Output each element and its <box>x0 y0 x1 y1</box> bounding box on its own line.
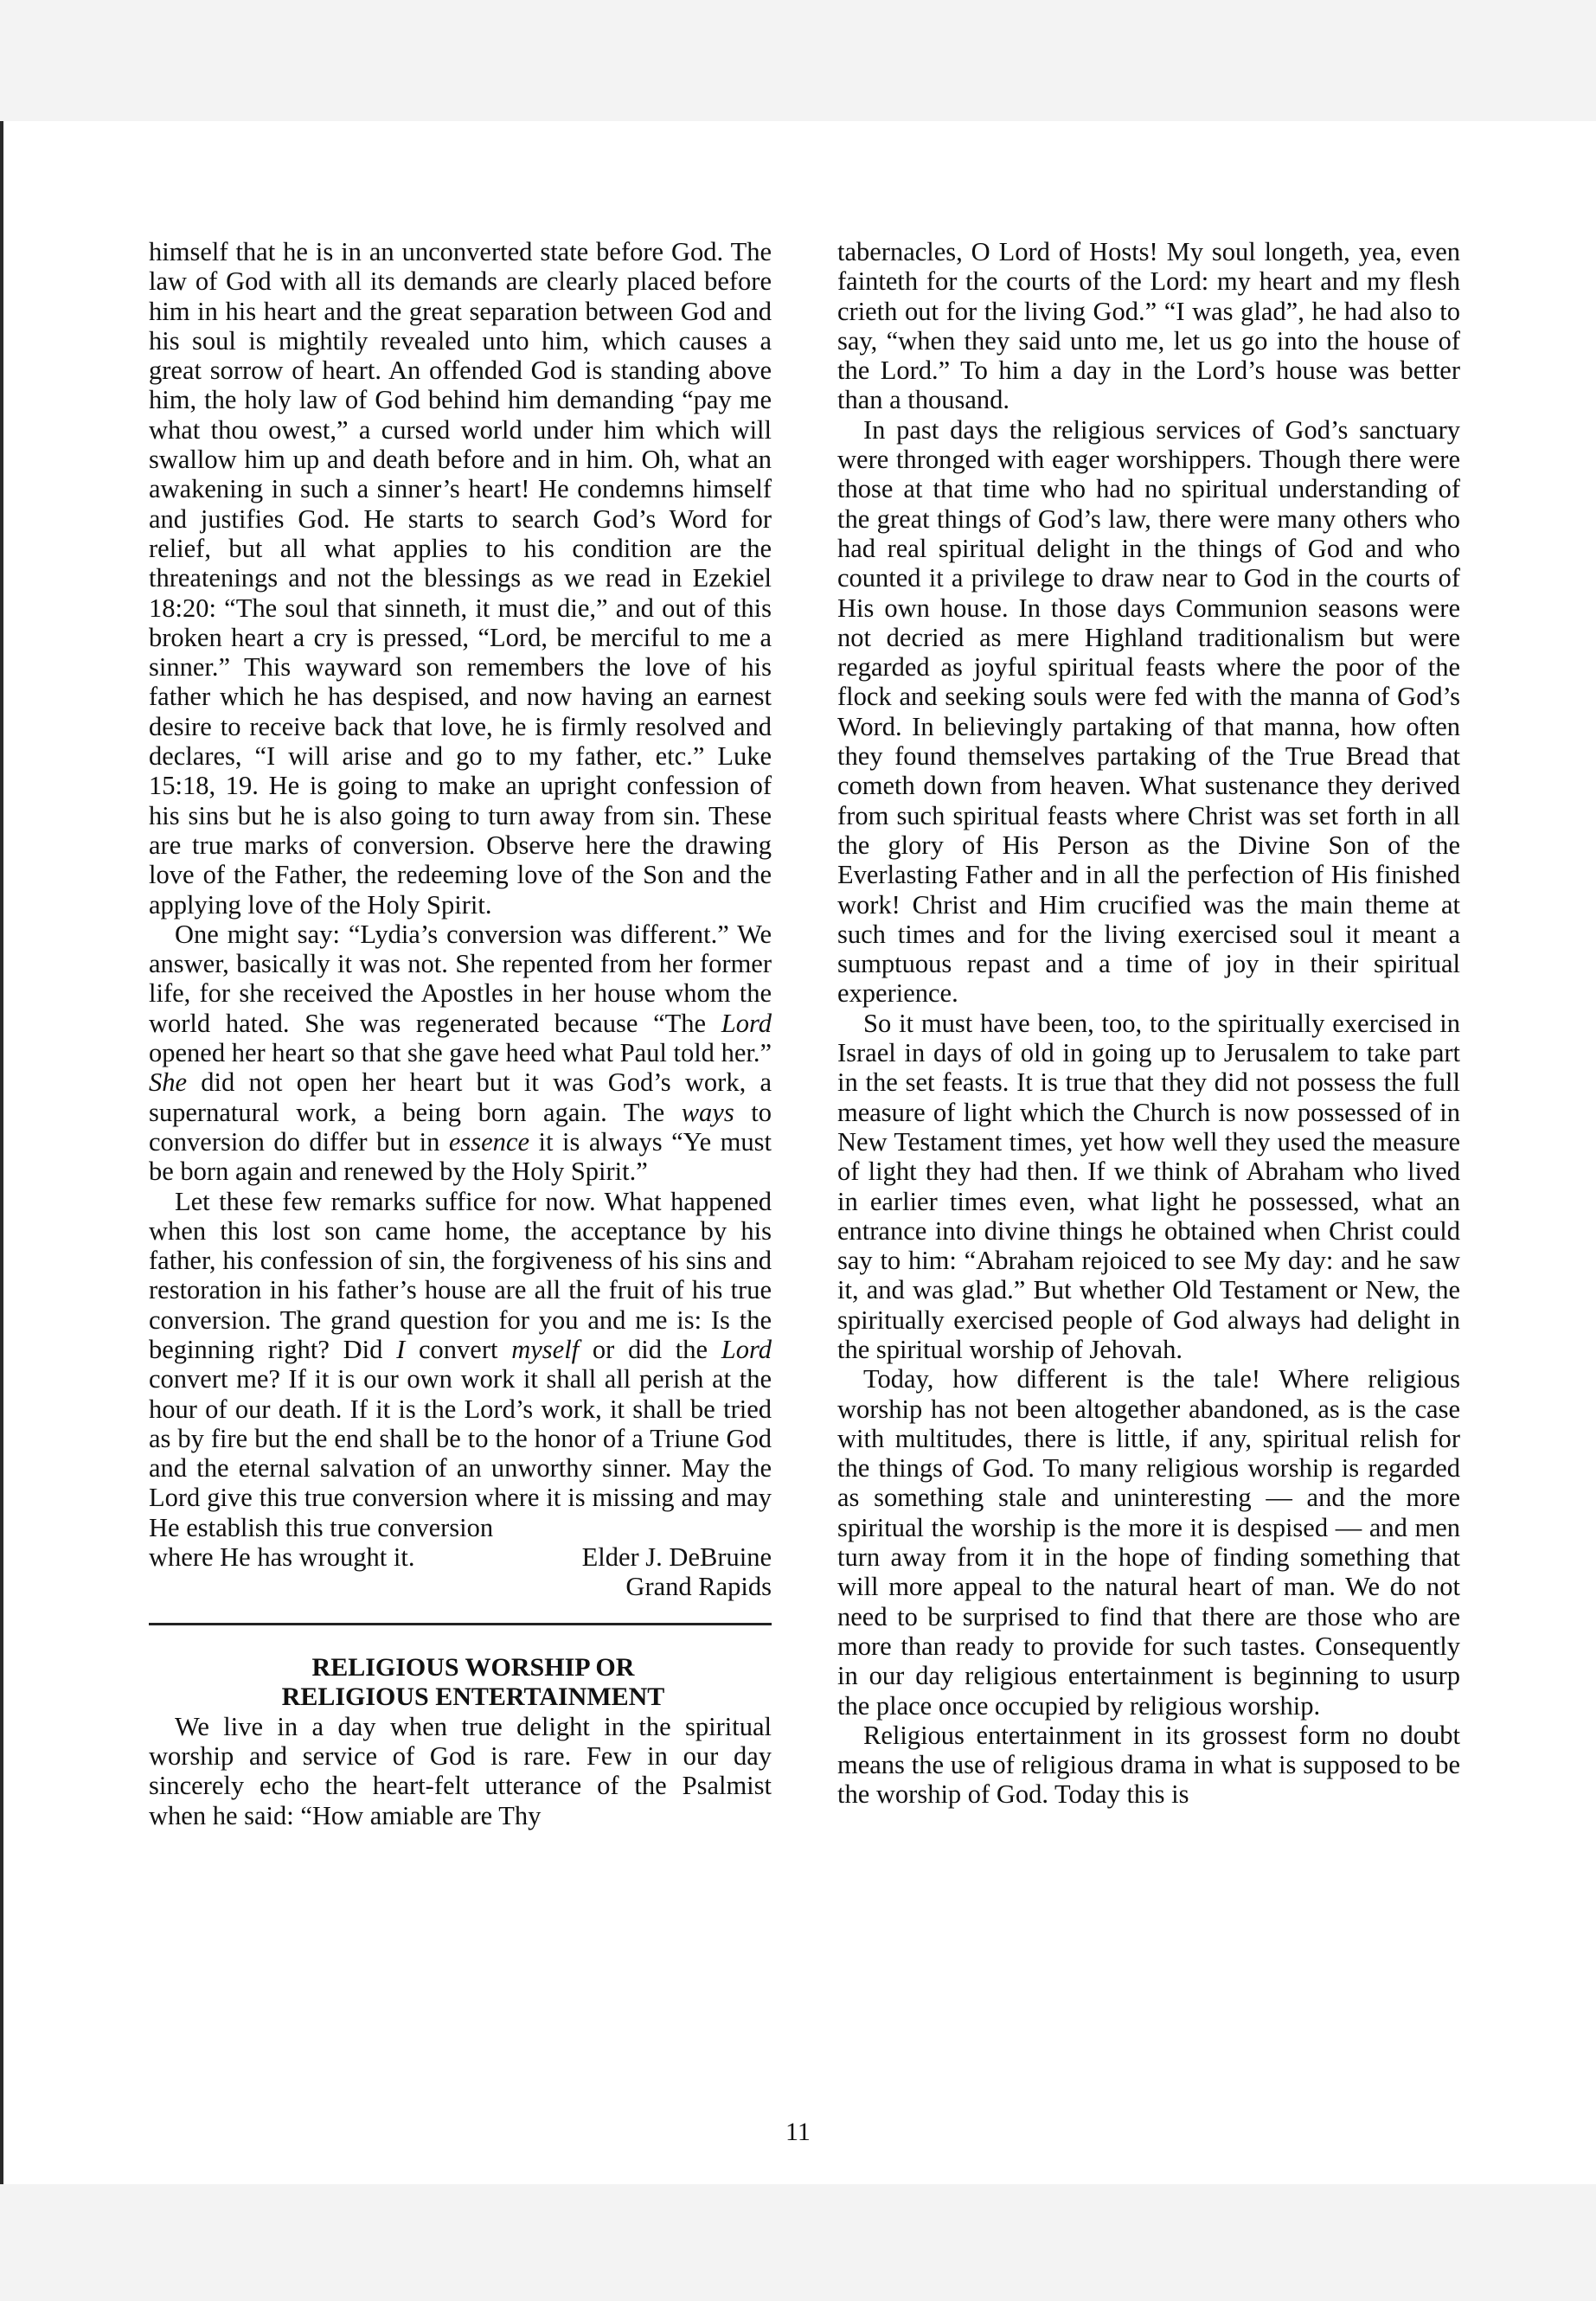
author-place: Grand Rapids <box>625 1572 772 1602</box>
signature-line <box>149 1542 772 1572</box>
text-run: Let these few remarks suffice for now. What happened when this lost son came home, the acceptance by his father, his confession of sin, the forgiveness of his sins and restoration in his father’s house are all the fruit of his true conversion. The grand question for you and me is: Is the beginning right? Did <box>149 1186 772 1364</box>
italic-i: I <box>396 1334 406 1364</box>
text-run: did not open her heart but it was God’s work, a supernatural work, a being born again. The <box>149 1067 772 1127</box>
paragraph-conversion-continued: himself that he is in an unconverted state before God. The law of God with all its demands are clearly placed before him in his heart and the great separation between God and his soul is mightily revealed unto him, which causes a great sorrow of heart. An offended God is standing above him, the holy law of God behind him demanding “pay me what thou owest,” a cursed world under him which will swallow him up and death before and in him. Oh, what an awakening in such a sinner’s heart! He condemns himself and justifies God. He starts to search God’s Word for relief, but all what applies to his condition are the threatenings and not the blessings as we read in Ezekiel 18:20: “The soul that sinneth, it must die,” and out of this broken heart a cry is pressed, “Lord, be merciful to me a sinner.” This wayward son remembers the love of his father which he has despised, and now having an earnest desire to receive back that love, he is firmly resolved and declares, “I will arise and go to my father, etc.” Luke 15:18, 19. He is going to make an upright confession of his sins but he is also going to turn away from sin. These are true marks of conversion. Observe here the drawing love of the Father, the redeeming love of the Son and the applying love of the Holy Spirit. <box>149 237 772 920</box>
scan-bottom-margin <box>0 2184 1596 2301</box>
right-column <box>837 237 1460 1810</box>
paragraph-lydia <box>149 920 772 1187</box>
author-name: Elder J. DeBruine <box>581 1542 772 1573</box>
section-divider <box>149 1623 772 1625</box>
italic-lord-2: Lord <box>721 1334 772 1364</box>
text-run: it is always “Ye must be born again and renewed by the Holy Spirit.” <box>149 1126 772 1187</box>
text-run: convert <box>405 1334 512 1364</box>
text-run: to conversion do differ but in <box>149 1097 772 1157</box>
text-run: opened her heart so that she gave heed what Paul told her.” <box>149 1038 772 1068</box>
italic-lord: Lord <box>721 1008 772 1038</box>
scan-top-margin <box>0 0 1596 121</box>
text-run: convert me? If it is our own work it shall all perish at the hour of our death. If it is the Lord’s work, it shall be tried as by fire but the end shall be to the honor of a Triune God and the eternal salvation of an unworthy sinner. May the Lord give this true conversion where it is missing and may He establish this true conversion <box>149 1364 772 1542</box>
paragraph-israel: So it must have been, too, to the spiritually exercised in Israel in days of old in going up to Jerusalem to take part in the set feasts. It is true that they did not possess the full measure of light which the Church is now possessed of in New Testament times, yet how well they used the measure of light they had then. If we think of Abraham who lived in earlier times even, what light he possessed, what an entrance into divine things he obtained when Christ could say to him: “Abraham rejoiced to see My day: and he saw it, and was glad.” But whether Old Testament or New, the spiritually exercised people of God always had delight in the spiritual worship of Jehovah. <box>837 1008 1460 1364</box>
left-column <box>149 237 772 1830</box>
paragraph-past-days: In past days the religious services of God’s sanctuary were thronged with eager worshippers. Though there were those at that time who had no spiritual understanding of the great things of God’s law, there were many others who had real spiritual delight in the things of God and who counted it a privilege to draw near to God in the courts of His own house. In those days Communion seasons were not decried as mere Highland traditionalism but were regarded as joyful spiritual feasts where the poor of the flock and seeking souls were fed with the manna of God’s Word. In believingly partaking of that manna, how often they found themselves partaking of the True Bread that cometh down from heaven. What sustenance they derived from such spiritual feasts where Christ was set forth in all the glory of His Person as the Divine Son of the Everlasting Father and in all the perfection of His finished work! Christ and Him crucified was the main theme at such times and for the living exercised soul it meant a sumptuous repast and a time of joy in their spiritual experience. <box>837 414 1460 1009</box>
italic-ways: ways <box>681 1097 734 1127</box>
scan-left-edge <box>0 121 3 2184</box>
article-heading-line2: RELIGIOUS ENTERTAINMENT <box>281 1682 665 1711</box>
closing-text: where He has wrought it. <box>149 1542 415 1573</box>
italic-she: She <box>149 1067 188 1098</box>
paragraph-remarks <box>149 1187 772 1543</box>
paragraph-entertainment: Religious entertainment in its grossest form no doubt means the use of religious drama in what is supposed to be the worship of God. Today this is <box>837 1720 1460 1810</box>
paragraph-psalm-continued: tabernacles, O Lord of Hosts! My soul longeth, yea, even fainteth for the courts of the Lord: my heart and my flesh crieth out for the living God.” “I was glad”, he had also to say, “when they said unto me, let us go into the house of the Lord.” To him a day in the Lord’s house was better than a thousand. <box>837 237 1460 415</box>
italic-essence: essence <box>448 1126 529 1157</box>
text-run: or did the <box>579 1334 721 1364</box>
paragraph-today: Today, how different is the tale! Where religious worship has not been altogether abandoned, as is the case with multitudes, there is little, if any, spiritual relish for the things of God. To many religious worship is regarded as something stale and uninteresting — and the more spiritual the worship is the more it is despised — and men turn away from it in the hope of finding something that will more appeal to the natural heart of man. We do not need to be surprised to find that there are those who are more than ready to provide for such tastes. Consequently in our day religious entertainment is beginning to usurp the place once occupied by religious worship. <box>837 1364 1460 1721</box>
italic-myself: myself <box>511 1334 580 1364</box>
paragraph-article-intro: We live in a day when true delight in the spiritual worship and service of God is rare. Few in our day sincerely echo the heart-felt utterance of the Psalmist when he said: “How amiable are Thy <box>149 1711 772 1830</box>
article-heading-line1: RELIGIOUS WORSHIP OR <box>311 1652 635 1682</box>
text-run: One might say: “Lydia’s conversion was different.” We answer, basically it was not. She repented from her former life, for she received the Apostles in her house whom the world hated. She was regenerated because “The <box>149 919 772 1038</box>
page-number: 11 <box>785 2118 811 2146</box>
